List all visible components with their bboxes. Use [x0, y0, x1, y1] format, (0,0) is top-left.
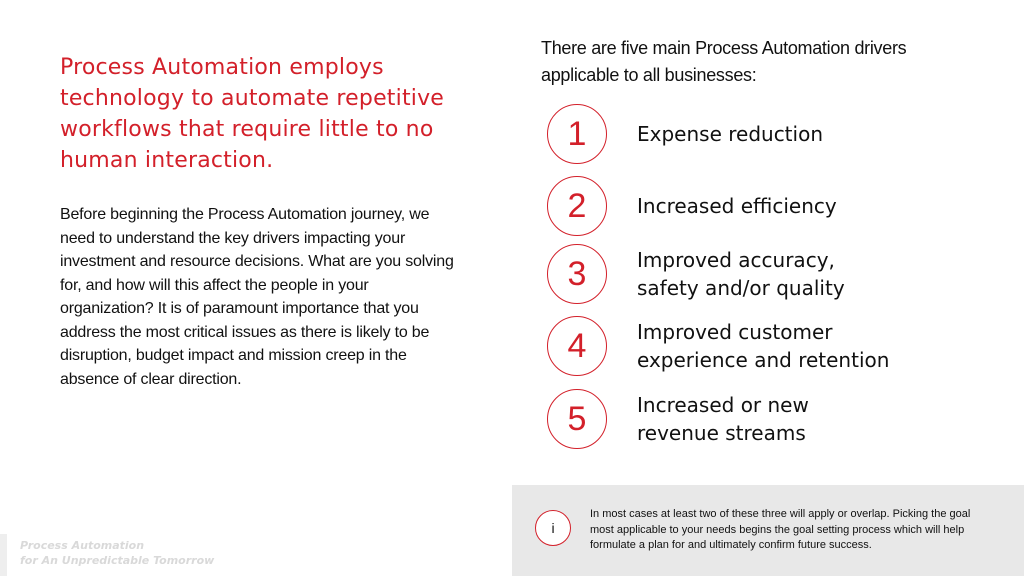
headline: Process Automation employs technology to automate repetitive workflows that require little to no human interaction. [60, 55, 445, 173]
driver-label: Expense reduction [637, 122, 823, 146]
driver-item [547, 316, 967, 376]
footer-accent-bar [0, 534, 7, 576]
note-text: In most cases at least two of these three will apply or overlap. Picking the goal most applicable to your needs begins the goal setting process which will help formulate a plan for and ultimately confirm future success. [590, 508, 971, 551]
driver-number-circle: 1 [547, 104, 607, 164]
driver-number-circle: 5 [547, 389, 607, 449]
info-icon: i [535, 510, 571, 546]
driver-label: Increased efficiency [637, 194, 837, 218]
driver-label: Improved customer experience and retention [637, 320, 890, 372]
driver-label: Increased or new revenue streams [637, 393, 809, 445]
driver-item [547, 176, 967, 236]
driver-label: Improved accuracy, safety and/or quality [637, 248, 845, 300]
driver-number-circle: 3 [547, 244, 607, 304]
driver-number-circle: 2 [547, 176, 607, 236]
driver-number-circle: 4 [547, 316, 607, 376]
footer-line-1: Process Automation [20, 539, 145, 552]
intro-paragraph: Before beginning the Process Automation journey, we need to understand the key drivers impacting your investment and resource decisions. What are you solving for, and how will this affect the people in your organization? It is of paramount importance that you address the most critical issues as there is likely to be disruption, budget impact and mission creep in the absence of clear direction. [60, 206, 454, 388]
footer-tagline [20, 538, 214, 568]
driver-item [547, 244, 967, 304]
drivers-intro: There are five main Process Automation drivers applicable to all businesses: [541, 38, 907, 85]
footer-line-2: for An Unpredictable Tomorrow [20, 554, 215, 567]
driver-item [547, 104, 967, 164]
driver-item [547, 389, 967, 449]
